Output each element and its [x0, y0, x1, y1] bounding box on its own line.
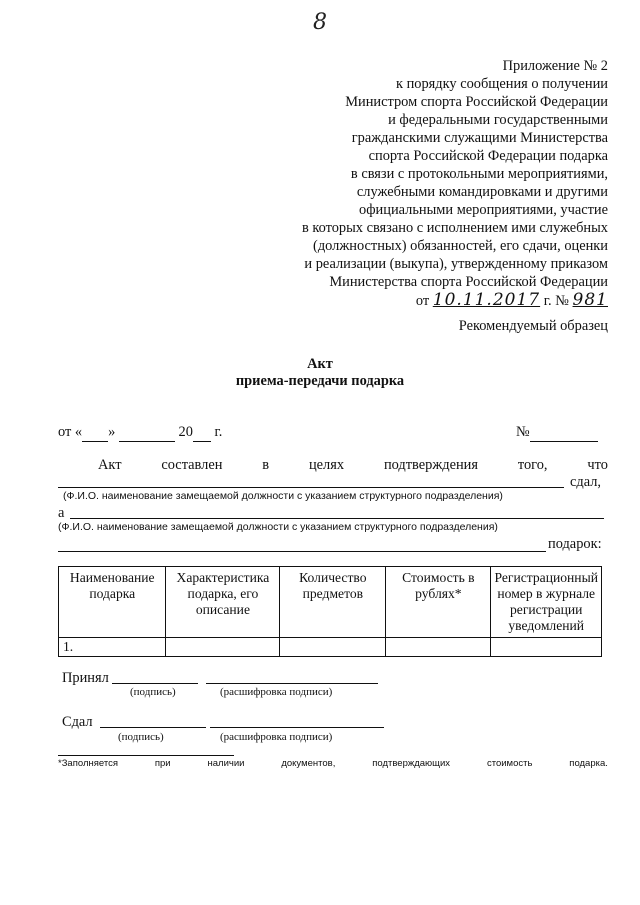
handed-label: Сдал	[62, 714, 93, 730]
header-line: служебными командировками и другими	[356, 184, 608, 200]
sample-label: Рекомендуемый образец	[458, 318, 608, 334]
appendix-header	[302, 57, 608, 310]
document-title: Акт	[307, 356, 333, 372]
header-line: официальными мероприятиями, участие	[359, 202, 608, 218]
table-header-row	[59, 567, 602, 638]
table-header-cell: Характеристика подарка, его описание	[166, 567, 280, 638]
number-field	[516, 424, 598, 442]
sentence-word: подтверждения	[383, 457, 478, 473]
header-line: Министерства спорта Российской Федерации	[329, 274, 608, 290]
header-line: (должностных) обязанностей, его сдачи, оценки	[313, 238, 608, 254]
sentence-word: что	[587, 457, 608, 473]
and-word: а	[58, 505, 65, 521]
header-line: в связи с протокольными мероприятиями,	[350, 166, 608, 182]
received-by-caption: (Ф.И.О. наименование замещаемой должности с указанием структурного подразделения)	[58, 521, 498, 533]
header-line: к порядку сообщения о получении	[396, 76, 608, 92]
handed-by-line	[58, 487, 564, 488]
header-line: гражданскими служащими Министерства	[351, 130, 608, 146]
table-cell	[386, 638, 491, 657]
handed-signature-caption: (подпись)	[118, 731, 164, 743]
handed-signature-line	[100, 727, 206, 728]
header-line: в которых связано с исполнением ими служебных	[301, 220, 608, 236]
gift-line	[58, 551, 546, 552]
accepted-signature-caption: (подпись)	[130, 686, 176, 698]
handed-by-caption: (Ф.И.О. наименование замещаемой должности с указанием структурного подразделения)	[63, 490, 503, 502]
act-sentence	[98, 457, 608, 474]
year-prefix: 20	[178, 424, 193, 440]
sentence-word: в	[262, 457, 270, 473]
gift-word: подарок:	[548, 536, 602, 552]
page-number: 8	[313, 10, 327, 35]
header-line: и реализации (выкупа), утвержденному приказом	[304, 256, 608, 272]
footnote-word: подтверждающих	[372, 758, 451, 769]
handed-decode-line	[210, 727, 384, 728]
footnote-word: *Заполняется	[58, 758, 118, 769]
table-row	[59, 638, 602, 657]
footnote-word: подарка.	[569, 758, 608, 769]
handwritten-date: 10.11.2017	[432, 290, 541, 310]
footnote-word: при	[154, 758, 171, 769]
date-close: »	[108, 424, 116, 440]
day-blank	[82, 424, 108, 442]
date-prefix: от	[415, 293, 430, 309]
date-open: от «	[58, 424, 83, 440]
table-header-cell: Стоимость в рублях*	[386, 567, 491, 638]
year-suffix: г.	[214, 424, 223, 440]
date-field	[58, 424, 222, 442]
header-line: Министром спорта Российской Федерации	[345, 94, 608, 110]
header-line: и федеральными государственными	[388, 112, 608, 128]
header-line: спорта Российской Федерации подарка	[368, 148, 608, 164]
footnote-separator	[58, 755, 234, 756]
sentence-word: того,	[517, 457, 548, 473]
accepted-signature-line	[112, 683, 198, 684]
footnote-word: документов,	[281, 758, 336, 769]
number-prefix: г. №	[543, 293, 569, 309]
table-cell: 1.	[59, 638, 166, 657]
number-label: №	[516, 424, 530, 440]
table-cell	[280, 638, 386, 657]
number-blank	[530, 424, 598, 442]
month-blank	[119, 424, 175, 442]
received-by-line	[70, 518, 604, 519]
handed-decode-caption: (расшифровка подписи)	[220, 731, 333, 743]
table-header-cell: Регистрационный номер в журнале регистрации уведомлений	[491, 567, 602, 638]
table-cell	[491, 638, 602, 657]
footnote	[58, 758, 608, 769]
document-subtitle: приема-передачи подарка	[235, 373, 405, 389]
accepted-decode-caption: (расшифровка подписи)	[220, 686, 333, 698]
accepted-label: Принял	[62, 670, 109, 686]
handed-word: сдал,	[570, 474, 602, 490]
sentence-word: целях	[308, 457, 345, 473]
table-header-cell: Количество предметов	[280, 567, 386, 638]
table-cell	[166, 638, 280, 657]
order-date-line	[302, 291, 608, 310]
sentence-word: составлен	[161, 457, 223, 473]
sentence-word: Акт	[98, 457, 122, 473]
footnote-word: наличии	[207, 758, 245, 769]
table-header-cell: Наименование подарка	[59, 567, 166, 638]
header-line: Приложение № 2	[502, 58, 608, 74]
year-blank	[193, 424, 211, 442]
footnote-word: стоимость	[486, 758, 533, 769]
handwritten-number: 981	[572, 290, 608, 310]
accepted-decode-line	[206, 683, 378, 684]
gift-table	[58, 566, 602, 657]
